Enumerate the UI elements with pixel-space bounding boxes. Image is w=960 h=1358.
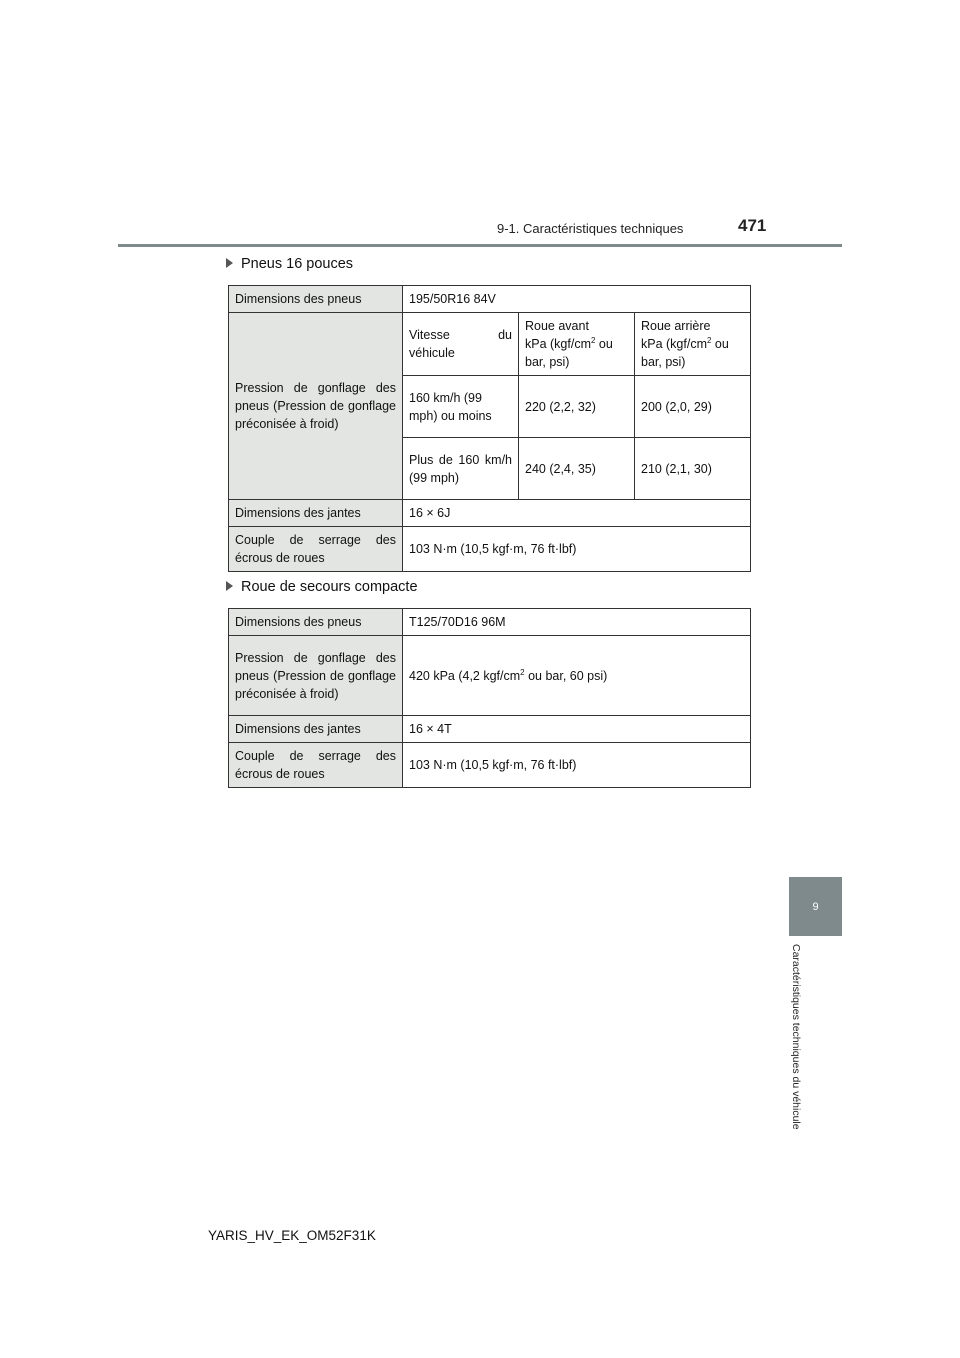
- table-row: [229, 609, 751, 636]
- table-row: [229, 636, 751, 716]
- tire-size-value: 195/50R16 84V: [403, 286, 751, 313]
- tire-size-label: Dimensions des pneus: [229, 609, 403, 636]
- tire-spec-table-compact-spare: [228, 608, 751, 788]
- chapter-number: 9: [812, 900, 819, 913]
- rear-unit-pre: kPa (kgf/cm: [641, 337, 707, 351]
- front-wheel-title: Roue avant: [525, 319, 589, 333]
- section-heading-compact-spare: [226, 579, 418, 595]
- pressure-value-sup: 2: [520, 667, 525, 677]
- rear-pressure-cell: 210 (2,1, 30): [635, 438, 751, 500]
- table-row: [229, 527, 751, 572]
- section-heading-16-inch: [226, 256, 353, 272]
- table-row: [229, 743, 751, 788]
- chapter-tab[interactable]: [789, 877, 842, 936]
- chapter-title-vertical: Caractéristiques techniques du véhicule: [790, 944, 802, 1130]
- torque-value: 103 N·m (10,5 kgf·m, 76 ft·lbf): [403, 743, 751, 788]
- inflation-pressure-label: Pression de gonflage des pneus (Pression de gonflage préconisée à froid): [229, 313, 403, 500]
- triangle-bullet-icon: [226, 581, 233, 591]
- document-code: YARIS_HV_EK_OM52F31K: [208, 1228, 376, 1243]
- vehicle-speed-header: Vitesse du véhicule: [403, 313, 519, 376]
- front-unit-post: ou bar, psi): [525, 337, 613, 369]
- header-divider: [118, 244, 842, 247]
- tire-spec-table-16-inch: [228, 285, 751, 572]
- inflation-pressure-label: Pression de gonflage des pneus (Pression de gonflage préconisée à froid): [229, 636, 403, 716]
- section-heading-text: Pneus 16 pouces: [241, 256, 354, 272]
- rear-pressure-cell: 200 (2,0, 29): [635, 376, 751, 438]
- page-number: 471: [738, 216, 767, 235]
- table-row: [229, 286, 751, 313]
- wheel-size-value: 16 × 6J: [403, 500, 751, 527]
- front-pressure-cell: 240 (2,4, 35): [519, 438, 635, 500]
- table-row: [229, 313, 751, 376]
- tire-size-label: Dimensions des pneus: [229, 286, 403, 313]
- front-wheel-header: [519, 313, 635, 376]
- speed-cell: 160 km/h (99 mph) ou moins: [403, 376, 519, 438]
- section-heading-text: Roue de secours compacte: [241, 579, 418, 595]
- table-row: [229, 716, 751, 743]
- pressure-value-pre: 420 kPa (4,2 kgf/cm: [409, 668, 521, 683]
- rear-unit-post: ou bar, psi): [641, 337, 729, 369]
- section-title: 9-1. Caractéristiques techniques: [497, 221, 684, 236]
- front-unit-pre: kPa (kgf/cm: [525, 337, 591, 351]
- rear-wheel-header: [635, 313, 751, 376]
- rear-wheel-title: Roue arrière: [641, 319, 711, 333]
- wheel-size-label: Dimensions des jantes: [229, 716, 403, 743]
- front-unit-sup: 2: [591, 335, 596, 345]
- table-row: [229, 500, 751, 527]
- pressure-value-post: ou bar, 60 psi): [524, 668, 608, 683]
- wheel-size-label: Dimensions des jantes: [229, 500, 403, 527]
- speed-cell: Plus de 160 km/h (99 mph): [403, 438, 519, 500]
- torque-label: Couple de serrage des écrous de roues: [229, 527, 403, 572]
- tire-size-value: T125/70D16 96M: [403, 609, 751, 636]
- wheel-size-value: 16 × 4T: [403, 716, 751, 743]
- torque-value: 103 N·m (10,5 kgf·m, 76 ft·lbf): [403, 527, 751, 572]
- rear-unit-sup: 2: [707, 335, 712, 345]
- torque-label: Couple de serrage des écrous de roues: [229, 743, 403, 788]
- inflation-pressure-value: [403, 636, 751, 716]
- front-pressure-cell: 220 (2,2, 32): [519, 376, 635, 438]
- triangle-bullet-icon: [226, 258, 233, 268]
